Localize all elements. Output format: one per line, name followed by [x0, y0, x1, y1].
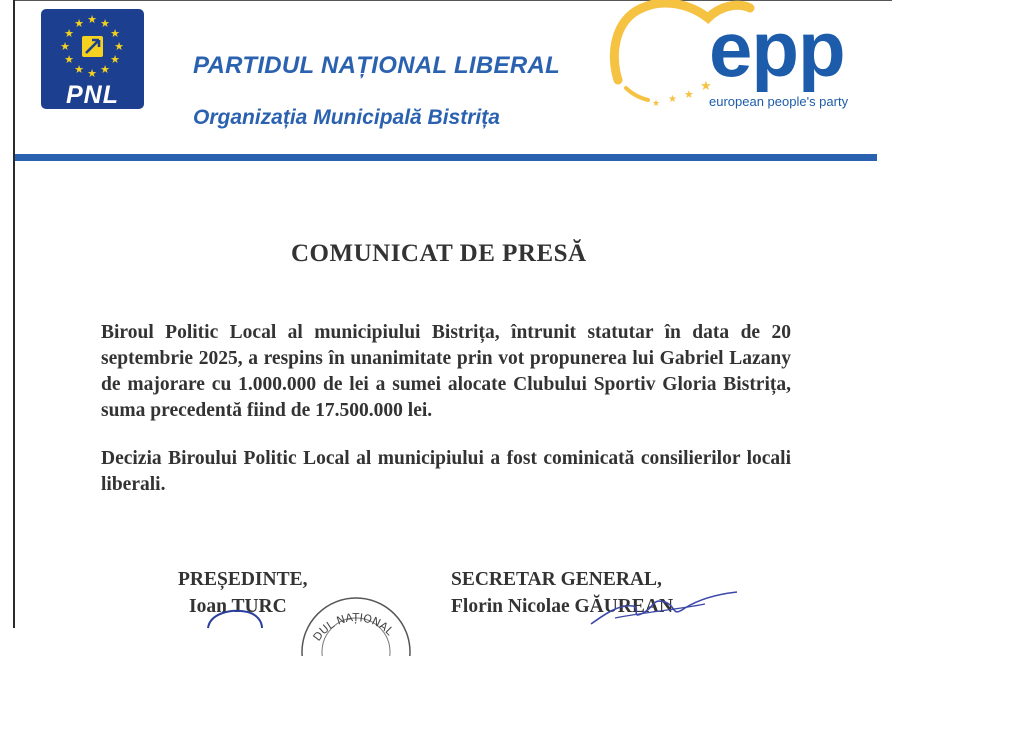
- president-signature-icon: [200, 606, 270, 628]
- secretary-role: SECRETAR GENERAL,: [451, 569, 662, 590]
- secretary-name: Florin Nicolae GĂUREAN: [451, 596, 674, 617]
- svg-text:★: ★: [100, 17, 110, 30]
- scan-edge-left: [13, 0, 15, 628]
- svg-text:★: ★: [114, 40, 124, 53]
- svg-text:★: ★: [110, 53, 120, 66]
- pnl-logo: [41, 9, 144, 109]
- svg-text:★: ★: [64, 53, 74, 66]
- svg-text:★: ★: [700, 79, 712, 94]
- party-name: PARTIDUL NAȚIONAL LIBERAL: [193, 52, 561, 79]
- svg-text:★: ★: [87, 67, 97, 80]
- president-name: Ioan TURC: [189, 596, 287, 617]
- svg-text:★: ★: [652, 99, 661, 109]
- header-divider: [15, 154, 877, 161]
- svg-text:★: ★: [684, 88, 694, 101]
- president-role: PREȘEDINTE,: [178, 569, 308, 590]
- svg-text:★: ★: [110, 27, 120, 40]
- document-title: COMUNICAT DE PRESĂ: [291, 240, 587, 267]
- svg-text:★: ★: [87, 13, 97, 26]
- svg-text:★: ★: [64, 27, 74, 40]
- svg-text:★: ★: [60, 40, 70, 53]
- stamp-text: DUL NAȚIONAL: [310, 611, 397, 644]
- svg-text:★: ★: [100, 63, 110, 76]
- body-paragraph-2: Decizia Biroului Politic Local al municipiului a fost cominicată consilierilor locali liberali.: [101, 448, 791, 495]
- svg-text:★: ★: [74, 17, 84, 30]
- pnl-logo-text: PNL: [66, 81, 119, 109]
- body-paragraph-1: Biroul Politic Local al municipiului Bistrița, întrunit statutar în data de 20 septembrie 2025, a respins în unanimitate prin vot propunerea lui Gabriel Lazany de majorare cu 1.000.000 de lei a sumei alocate Clubului Sportiv Gloria Bistrița, suma precedentă fiind de 17.500.000 lei.: [101, 322, 791, 421]
- svg-text:★: ★: [74, 63, 84, 76]
- svg-text:★: ★: [668, 94, 677, 105]
- epp-logo-subtitle: european people's party: [709, 94, 849, 109]
- epp-logo-word: epp: [709, 5, 845, 93]
- stamp-seal-icon: [296, 596, 416, 656]
- organization-name: Organizația Municipală Bistrița: [193, 106, 500, 129]
- svg-text:DUL NAȚIONAL: [311, 611, 397, 644]
- secretary-signature-icon: [585, 584, 745, 628]
- party-stamp: [296, 596, 416, 644]
